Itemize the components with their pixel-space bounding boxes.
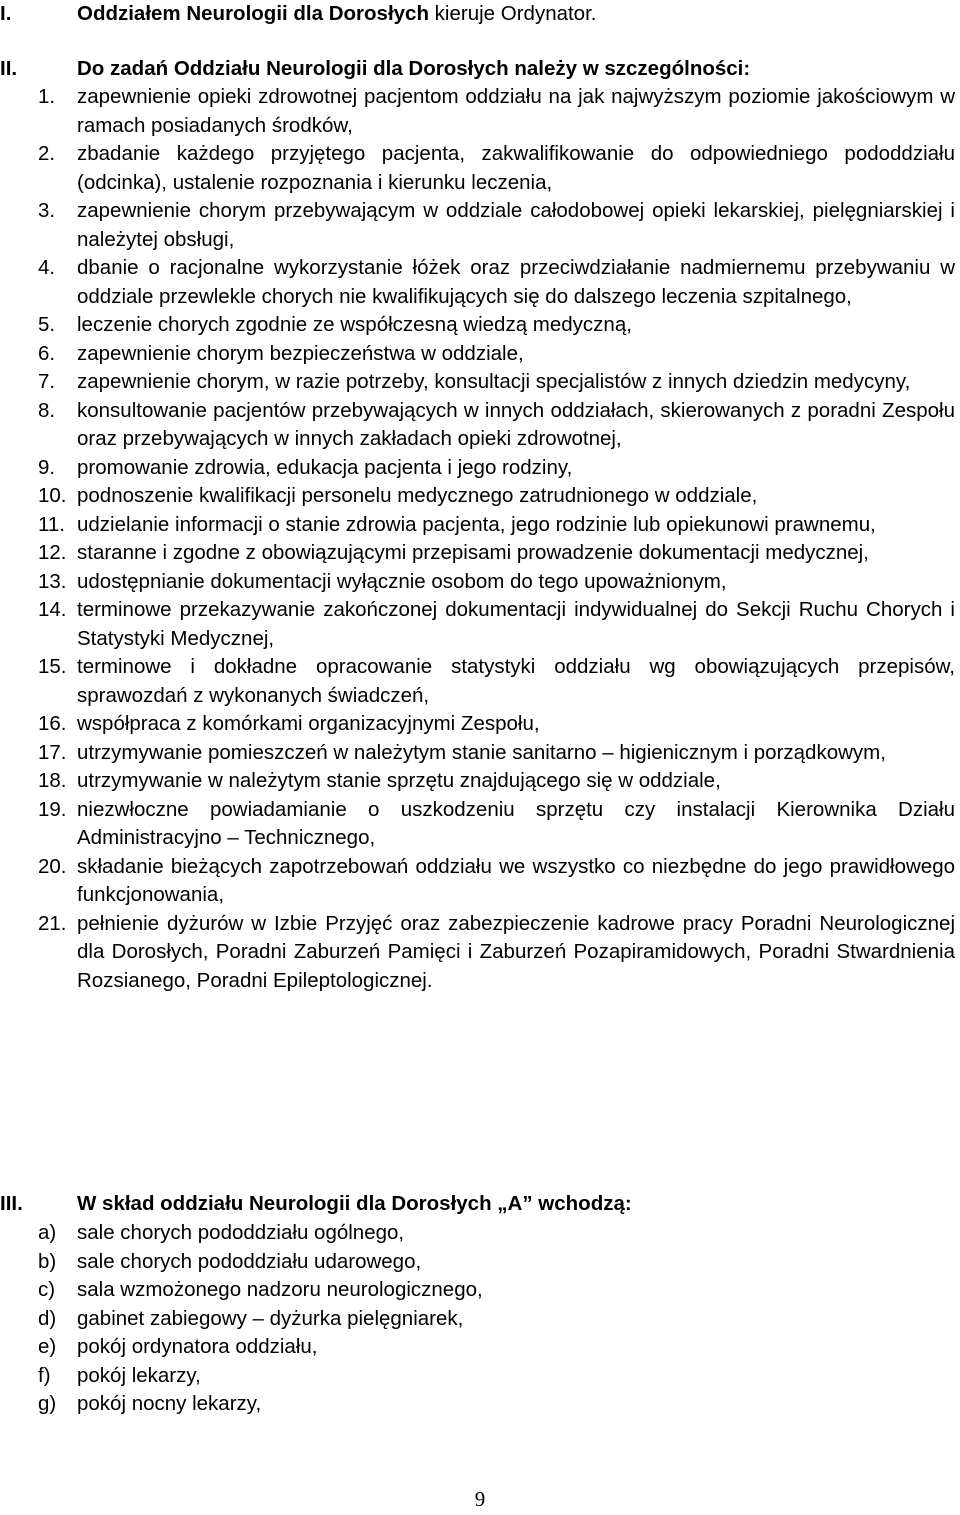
rooms-list [0,1219,960,1419]
list-item-text: dbanie o racjonalne wykorzystanie łóżek oraz przeciwdziałanie nadmiernemu przebywaniu w oddziale przewlekle chorych nie kwalifikujących się do dalszego leczenia szpitalnego, [77,256,955,308]
list-item [0,853,960,910]
section-2-numeral: II. [0,57,18,80]
list-item [0,254,960,311]
list-item-text: leczenie chorych zgodnie ze współczesną wiedzą medyczną, [77,313,632,336]
section-3-numeral: III. [0,1192,23,1215]
list-item-marker: 9. [38,455,56,479]
list-item-text: zapewnienie chorym bezpieczeństwa w oddziale, [77,341,524,365]
list-item-marker: 6. [38,341,56,365]
list-item-text: zapewnienie chorym przebywającym w oddziale całodobowej opieki lekarskiej, pielęgniarskiej i należytej obsługi, [77,199,955,251]
list-item [0,140,960,197]
section-2-title: Do zadań Oddziału Neurologii dla Dorosłych należy w szczególności: [77,57,751,80]
list-item [0,596,960,653]
list-item-marker: 5. [38,313,56,336]
list-item-marker: e) [38,1335,57,1358]
list-item-text: niezwłoczne powiadamianie o uszkodzeniu sprzętu czy instalacji Kierownika Działu Administracyjno – Technicznego, [77,797,955,849]
list-item-text: gabinet zabiegowy – dyżurka pielęgniarek, [77,1306,464,1330]
list-item [0,197,960,254]
list-item-marker: 14. [38,598,67,621]
list-item [0,454,960,483]
list-item [0,1390,960,1419]
list-item-marker: 21. [38,911,67,935]
list-item [0,1362,960,1391]
list-item [0,340,960,369]
list-item-marker: a) [38,1221,57,1244]
list-item [0,397,960,454]
list-item-marker: b) [38,1249,57,1273]
section-3-title: W skład oddziału Neurologii dla Dorosłych „A” wchodzą: [77,1192,632,1215]
list-item-text: promowanie zdrowia, edukacja pacjenta i jego rodziny, [77,455,573,479]
list-item-text: terminowe i dokładne opracowanie statystyki oddziału wg obowiązujących przepisów, sprawozdań z wykonanych świadczeń, [77,655,955,707]
list-item-text: terminowe przekazywanie zakończonej dokumentacji indywidualnej do Sekcji Ruchu Chorych i Statystyki Medycznej, [77,598,955,650]
list-item-marker: 7. [38,370,56,393]
list-item-text: pełnienie dyżurów w Izbie Przyjęć oraz zabezpieczenie kadrowe pracy Poradni Neurologicznej dla Dorosłych, Poradni Zaburzeń Pamięci i Zaburzeń Pozapiramidowych, Poradni Stwardnienia Rozsianego, Poradni Epileptologicznej. [77,911,955,992]
list-item-marker: 1. [38,85,56,108]
list-item [0,739,960,768]
list-item [0,1219,960,1248]
list-item-text: sala wzmożonego nadzoru neurologicznego, [77,1278,483,1301]
list-item-text: składanie bieżących zapotrzebowań oddziału we wszystko co niezbędne do jego prawidłowego funkcjonowania, [77,854,955,906]
tasks-list [0,83,960,995]
list-item-text: utrzymywanie w należytym stanie sprzętu znajdującego się w oddziale, [77,769,721,792]
list-item-text: udzielanie informacji o stanie zdrowia pacjenta, jego rodzinie lub opiekunowi prawnemu, [77,512,876,536]
list-item-marker: 16. [38,712,67,735]
list-item [0,83,960,140]
list-item-text: pokój nocny lekarzy, [77,1392,262,1415]
list-item [0,1276,960,1305]
list-item [0,539,960,568]
list-item [0,311,960,340]
list-item [0,482,960,511]
list-item-marker: f) [38,1363,51,1387]
list-item-text: udostępnianie dokumentacji wyłącznie osobom do tego upoważnionym, [77,569,727,593]
list-item [0,796,960,853]
list-item [0,653,960,710]
list-item-marker: 20. [38,854,67,878]
list-item-marker: 3. [38,199,56,222]
list-item-marker: 2. [38,142,56,165]
list-item [0,1305,960,1334]
list-item-marker: d) [38,1306,57,1330]
list-item-text: zbadanie każdego przyjętego pacjenta, zakwalifikowanie do odpowiedniego pododdziału (odcinka), ustalenie rozpoznania i kierunku leczenia, [77,142,955,194]
list-item-marker: 10. [38,484,67,507]
list-item [0,767,960,796]
section-1-bold-text: Oddziałem Neurologii dla Dorosłych [77,2,429,25]
list-item-marker: g) [38,1392,57,1415]
list-item-text: utrzymywanie pomieszczeń w należytym stanie sanitarno – higienicznym i porządkowym, [77,740,886,764]
section-1-numeral: I. [0,2,12,25]
list-item-marker: 17. [38,740,67,764]
list-item-text: pokój lekarzy, [77,1363,201,1387]
list-item-text: zapewnienie opieki zdrowotnej pacjentom oddziału na jak najwyższym poziomie jakościowym w ramach posiadanych środków, [77,85,955,137]
list-item [0,910,960,996]
list-item [0,1333,960,1362]
list-item-text: pokój ordynatora oddziału, [77,1335,318,1358]
list-item-text: sale chorych pododdziału ogólnego, [77,1221,405,1244]
list-item [0,511,960,540]
list-item-marker: 12. [38,541,67,564]
list-item-text: sale chorych pododdziału udarowego, [77,1249,422,1273]
list-item-marker: 15. [38,655,67,678]
list-item-text: zapewnienie chorym, w razie potrzeby, konsultacji specjalistów z innych dziedzin medycyny, [77,370,911,393]
list-item-text: konsultowanie pacjentów przebywających w innych oddziałach, skierowanych z poradni Zespołu oraz przebywających w innych zakładach opieki zdrowotnej, [77,398,955,450]
list-item-marker: 19. [38,797,67,821]
list-item-text: współpraca z komórkami organizacyjnymi Zespołu, [77,712,540,735]
list-item [0,368,960,397]
list-item-marker: 11. [38,512,65,536]
page-number: 9 [474,1487,486,1511]
list-item [0,568,960,597]
list-item [0,1248,960,1277]
list-item-marker: c) [38,1278,56,1301]
section-1-text: kieruje Ordynator. [428,2,597,25]
list-item-text: staranne i zgodne z obowiązującymi przepisami prowadzenie dokumentacji medycznej, [77,541,869,564]
list-item-marker: 8. [38,398,56,422]
list-item-marker: 4. [38,256,56,279]
list-item-text: podnoszenie kwalifikacji personelu medycznego zatrudnionego w oddziale, [77,484,758,507]
list-item [0,710,960,739]
list-item-marker: 13. [38,569,67,593]
list-item-marker: 18. [38,769,67,792]
